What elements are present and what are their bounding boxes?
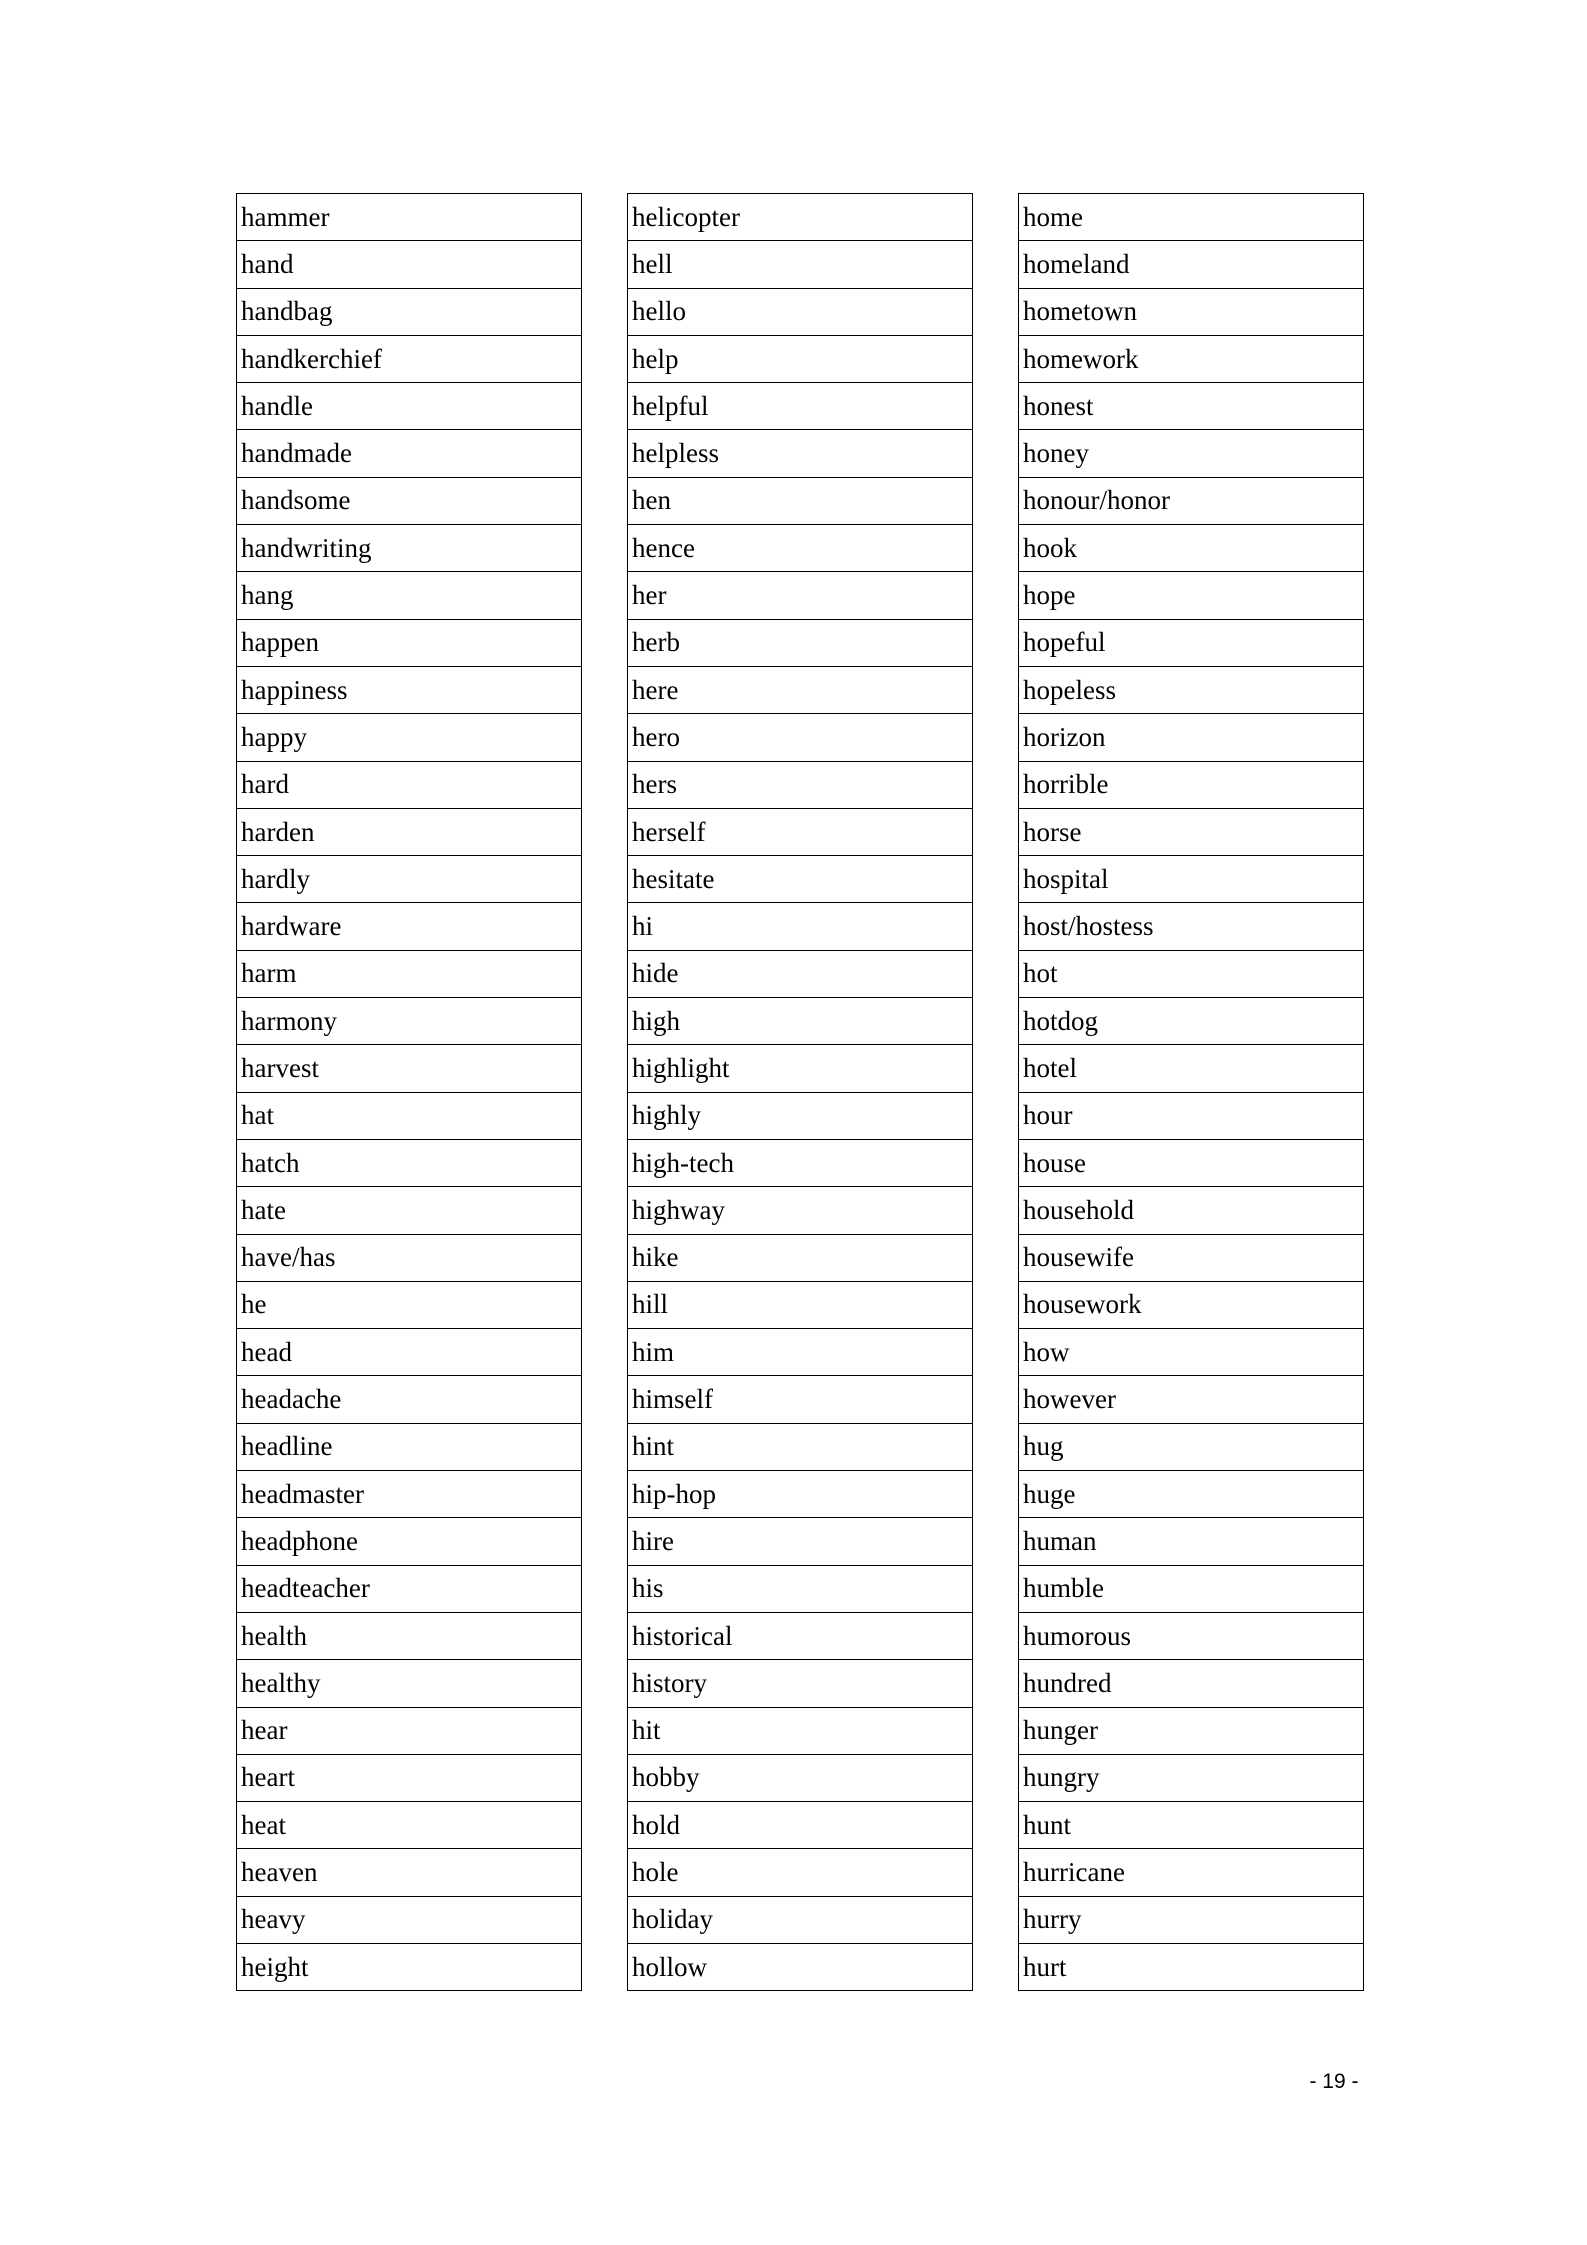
table-row bbox=[1019, 808, 1364, 855]
table-row bbox=[628, 950, 973, 997]
table-row bbox=[1019, 714, 1364, 761]
table-row bbox=[628, 1896, 973, 1943]
table-row bbox=[628, 1754, 973, 1801]
table-row bbox=[628, 1092, 973, 1139]
word-cell: highly bbox=[628, 1092, 973, 1139]
table-row bbox=[628, 1565, 973, 1612]
word-cell: hopeless bbox=[1019, 666, 1364, 713]
word-cell: his bbox=[628, 1565, 973, 1612]
table-row bbox=[628, 241, 973, 288]
table-row bbox=[628, 525, 973, 572]
table-row bbox=[1019, 288, 1364, 335]
table-row bbox=[237, 761, 582, 808]
word-cell: her bbox=[628, 572, 973, 619]
table-row bbox=[628, 430, 973, 477]
word-cell: hungry bbox=[1019, 1754, 1364, 1801]
word-cell: high-tech bbox=[628, 1139, 973, 1186]
table-row bbox=[237, 903, 582, 950]
word-cell: have/has bbox=[237, 1234, 582, 1281]
table-row bbox=[628, 1518, 973, 1565]
word-cell: however bbox=[1019, 1376, 1364, 1423]
word-cell: host/hostess bbox=[1019, 903, 1364, 950]
table-row bbox=[237, 1423, 582, 1470]
word-cell: hence bbox=[628, 525, 973, 572]
table-row bbox=[628, 1376, 973, 1423]
word-cell: hang bbox=[237, 572, 582, 619]
word-cell: handle bbox=[237, 383, 582, 430]
table-row bbox=[1019, 761, 1364, 808]
word-cell: harvest bbox=[237, 1045, 582, 1092]
table-row bbox=[237, 430, 582, 477]
table-row bbox=[237, 1329, 582, 1376]
table-row bbox=[237, 1187, 582, 1234]
word-cell: house bbox=[1019, 1139, 1364, 1186]
table-row bbox=[237, 1234, 582, 1281]
table-row bbox=[237, 1896, 582, 1943]
table-row bbox=[628, 903, 973, 950]
table-row bbox=[237, 335, 582, 382]
word-cell: hold bbox=[628, 1802, 973, 1849]
word-cell: hope bbox=[1019, 572, 1364, 619]
table-row bbox=[1019, 477, 1364, 524]
word-cell: hopeful bbox=[1019, 619, 1364, 666]
table-row bbox=[1019, 903, 1364, 950]
table-row bbox=[1019, 1660, 1364, 1707]
word-cell: hollow bbox=[628, 1943, 973, 1990]
word-cell: helpful bbox=[628, 383, 973, 430]
table-row bbox=[237, 1943, 582, 1990]
word-cell: headphone bbox=[237, 1518, 582, 1565]
table-row bbox=[237, 1376, 582, 1423]
word-cell: hesitate bbox=[628, 856, 973, 903]
word-cell: hometown bbox=[1019, 288, 1364, 335]
word-cell: human bbox=[1019, 1518, 1364, 1565]
table-row bbox=[1019, 1565, 1364, 1612]
word-cell: home bbox=[1019, 194, 1364, 241]
table-row bbox=[237, 998, 582, 1045]
table-row bbox=[1019, 194, 1364, 241]
table-row bbox=[237, 808, 582, 855]
word-cell: hurricane bbox=[1019, 1849, 1364, 1896]
word-cell: hospital bbox=[1019, 856, 1364, 903]
word-cell: happiness bbox=[237, 666, 582, 713]
word-cell: honest bbox=[1019, 383, 1364, 430]
word-cell: helicopter bbox=[628, 194, 973, 241]
word-cell: harden bbox=[237, 808, 582, 855]
word-table-column-2 bbox=[627, 193, 973, 1991]
table-row bbox=[237, 1139, 582, 1186]
table-row bbox=[1019, 1471, 1364, 1518]
word-cell: horrible bbox=[1019, 761, 1364, 808]
word-cell: handkerchief bbox=[237, 335, 582, 382]
word-cell: honour/honor bbox=[1019, 477, 1364, 524]
table-row bbox=[1019, 241, 1364, 288]
word-cell: hip-hop bbox=[628, 1471, 973, 1518]
word-cell: headteacher bbox=[237, 1565, 582, 1612]
word-cell: hike bbox=[628, 1234, 973, 1281]
word-cell: helpless bbox=[628, 430, 973, 477]
word-cell: hatch bbox=[237, 1139, 582, 1186]
word-cell: here bbox=[628, 666, 973, 713]
word-cell: hello bbox=[628, 288, 973, 335]
word-cell: hundred bbox=[1019, 1660, 1364, 1707]
table-row bbox=[237, 572, 582, 619]
word-cell: headmaster bbox=[237, 1471, 582, 1518]
word-cell: herself bbox=[628, 808, 973, 855]
word-cell: healthy bbox=[237, 1660, 582, 1707]
word-cell: harmony bbox=[237, 998, 582, 1045]
table-row bbox=[237, 1754, 582, 1801]
table-row bbox=[1019, 525, 1364, 572]
word-cell: hook bbox=[1019, 525, 1364, 572]
word-cell: headache bbox=[237, 1376, 582, 1423]
word-cell: hint bbox=[628, 1423, 973, 1470]
word-cell: hardly bbox=[237, 856, 582, 903]
table-row bbox=[237, 477, 582, 524]
word-cell: hell bbox=[628, 241, 973, 288]
word-cell: heaven bbox=[237, 1849, 582, 1896]
word-cell: hill bbox=[628, 1281, 973, 1328]
word-cell: homework bbox=[1019, 335, 1364, 382]
word-cell: height bbox=[237, 1943, 582, 1990]
word-cell: hotdog bbox=[1019, 998, 1364, 1045]
table-row bbox=[237, 619, 582, 666]
word-cell: hour bbox=[1019, 1092, 1364, 1139]
word-cell: himself bbox=[628, 1376, 973, 1423]
word-cell: humble bbox=[1019, 1565, 1364, 1612]
word-cell: historical bbox=[628, 1612, 973, 1659]
table-row bbox=[1019, 1376, 1364, 1423]
table-row bbox=[628, 288, 973, 335]
table-row bbox=[628, 572, 973, 619]
table-row bbox=[237, 856, 582, 903]
table-row bbox=[1019, 1518, 1364, 1565]
table-row bbox=[628, 1471, 973, 1518]
word-cell: hunt bbox=[1019, 1802, 1364, 1849]
word-cell: huge bbox=[1019, 1471, 1364, 1518]
word-cell: heart bbox=[237, 1754, 582, 1801]
table-row bbox=[237, 1281, 582, 1328]
word-cell: hit bbox=[628, 1707, 973, 1754]
word-cell: him bbox=[628, 1329, 973, 1376]
word-cell: hide bbox=[628, 950, 973, 997]
table-row bbox=[628, 1802, 973, 1849]
table-row bbox=[237, 383, 582, 430]
table-row bbox=[628, 335, 973, 382]
word-cell: happen bbox=[237, 619, 582, 666]
table-row bbox=[628, 1612, 973, 1659]
table-row bbox=[628, 1943, 973, 1990]
word-cell: humorous bbox=[1019, 1612, 1364, 1659]
page-number: - 19 - bbox=[1309, 2070, 1359, 2093]
word-table-column-1 bbox=[236, 193, 582, 1991]
table-row bbox=[237, 1612, 582, 1659]
table-row bbox=[1019, 1612, 1364, 1659]
word-cell: happy bbox=[237, 714, 582, 761]
table-row bbox=[628, 808, 973, 855]
word-cell: hat bbox=[237, 1092, 582, 1139]
word-table-column-3 bbox=[1018, 193, 1364, 1991]
table-row bbox=[628, 477, 973, 524]
table-row bbox=[1019, 856, 1364, 903]
table-row bbox=[1019, 430, 1364, 477]
table-row bbox=[628, 761, 973, 808]
table-row bbox=[1019, 1281, 1364, 1328]
table-row bbox=[628, 714, 973, 761]
table-row bbox=[628, 1660, 973, 1707]
table-row bbox=[628, 1423, 973, 1470]
word-cell: handbag bbox=[237, 288, 582, 335]
table-row bbox=[237, 1518, 582, 1565]
table-row bbox=[1019, 1092, 1364, 1139]
table-row bbox=[1019, 572, 1364, 619]
table-row bbox=[237, 288, 582, 335]
table-row bbox=[1019, 1802, 1364, 1849]
table-row bbox=[1019, 1139, 1364, 1186]
table-row bbox=[237, 1707, 582, 1754]
word-cell: honey bbox=[1019, 430, 1364, 477]
word-cell: herb bbox=[628, 619, 973, 666]
word-cell: history bbox=[628, 1660, 973, 1707]
table-row bbox=[628, 1045, 973, 1092]
table-row bbox=[1019, 1754, 1364, 1801]
table-row bbox=[628, 666, 973, 713]
word-cell: hole bbox=[628, 1849, 973, 1896]
word-cell: hard bbox=[237, 761, 582, 808]
table-row bbox=[628, 619, 973, 666]
table-row bbox=[1019, 666, 1364, 713]
table-row bbox=[1019, 950, 1364, 997]
table-row bbox=[237, 525, 582, 572]
word-cell: harm bbox=[237, 950, 582, 997]
word-cell: health bbox=[237, 1612, 582, 1659]
table-row bbox=[628, 1139, 973, 1186]
word-cell: housework bbox=[1019, 1281, 1364, 1328]
word-cell: head bbox=[237, 1329, 582, 1376]
table-row bbox=[628, 1707, 973, 1754]
word-cell: household bbox=[1019, 1187, 1364, 1234]
table-row bbox=[237, 194, 582, 241]
word-cell: hardware bbox=[237, 903, 582, 950]
table-row bbox=[1019, 1045, 1364, 1092]
word-cell: hobby bbox=[628, 1754, 973, 1801]
table-row bbox=[237, 950, 582, 997]
table-row bbox=[628, 383, 973, 430]
word-cell: handwriting bbox=[237, 525, 582, 572]
word-cell: hers bbox=[628, 761, 973, 808]
table-row bbox=[1019, 335, 1364, 382]
word-cell: hotel bbox=[1019, 1045, 1364, 1092]
table-row bbox=[237, 666, 582, 713]
word-cell: hug bbox=[1019, 1423, 1364, 1470]
table-row bbox=[237, 1660, 582, 1707]
word-cell: he bbox=[237, 1281, 582, 1328]
word-cell: hero bbox=[628, 714, 973, 761]
word-cell: handsome bbox=[237, 477, 582, 524]
word-cell: homeland bbox=[1019, 241, 1364, 288]
table-row bbox=[628, 856, 973, 903]
word-cell: holiday bbox=[628, 1896, 973, 1943]
table-row bbox=[1019, 1423, 1364, 1470]
word-cell: hurt bbox=[1019, 1943, 1364, 1990]
table-row bbox=[628, 194, 973, 241]
table-row bbox=[1019, 1187, 1364, 1234]
word-cell: horizon bbox=[1019, 714, 1364, 761]
table-row bbox=[237, 714, 582, 761]
word-cell: highway bbox=[628, 1187, 973, 1234]
word-cell: help bbox=[628, 335, 973, 382]
table-row bbox=[1019, 998, 1364, 1045]
word-cell: heat bbox=[237, 1802, 582, 1849]
table-row bbox=[1019, 383, 1364, 430]
table-row bbox=[1019, 1707, 1364, 1754]
table-row bbox=[628, 1281, 973, 1328]
word-cell: hire bbox=[628, 1518, 973, 1565]
table-row bbox=[237, 1802, 582, 1849]
word-cell: hi bbox=[628, 903, 973, 950]
table-row bbox=[237, 1849, 582, 1896]
word-cell: housewife bbox=[1019, 1234, 1364, 1281]
table-row bbox=[1019, 1896, 1364, 1943]
word-cell: hot bbox=[1019, 950, 1364, 997]
table-row bbox=[1019, 1943, 1364, 1990]
word-cell: hen bbox=[628, 477, 973, 524]
table-row bbox=[237, 1092, 582, 1139]
word-cell: headline bbox=[237, 1423, 582, 1470]
word-cell: heavy bbox=[237, 1896, 582, 1943]
word-cell: high bbox=[628, 998, 973, 1045]
word-cell: how bbox=[1019, 1329, 1364, 1376]
table-row bbox=[628, 1234, 973, 1281]
word-cell: hear bbox=[237, 1707, 582, 1754]
table-row bbox=[628, 1849, 973, 1896]
word-cell: hurry bbox=[1019, 1896, 1364, 1943]
table-row bbox=[1019, 1849, 1364, 1896]
word-cell: horse bbox=[1019, 808, 1364, 855]
table-row bbox=[237, 1565, 582, 1612]
table-row bbox=[1019, 619, 1364, 666]
table-row bbox=[1019, 1234, 1364, 1281]
word-cell: hammer bbox=[237, 194, 582, 241]
word-cell: highlight bbox=[628, 1045, 973, 1092]
table-row bbox=[237, 241, 582, 288]
table-row bbox=[628, 998, 973, 1045]
table-row bbox=[1019, 1329, 1364, 1376]
word-cell: handmade bbox=[237, 430, 582, 477]
table-row bbox=[628, 1187, 973, 1234]
word-cell: hand bbox=[237, 241, 582, 288]
table-row bbox=[237, 1045, 582, 1092]
table-row bbox=[237, 1471, 582, 1518]
word-cell: hate bbox=[237, 1187, 582, 1234]
table-row bbox=[628, 1329, 973, 1376]
word-cell: hunger bbox=[1019, 1707, 1364, 1754]
